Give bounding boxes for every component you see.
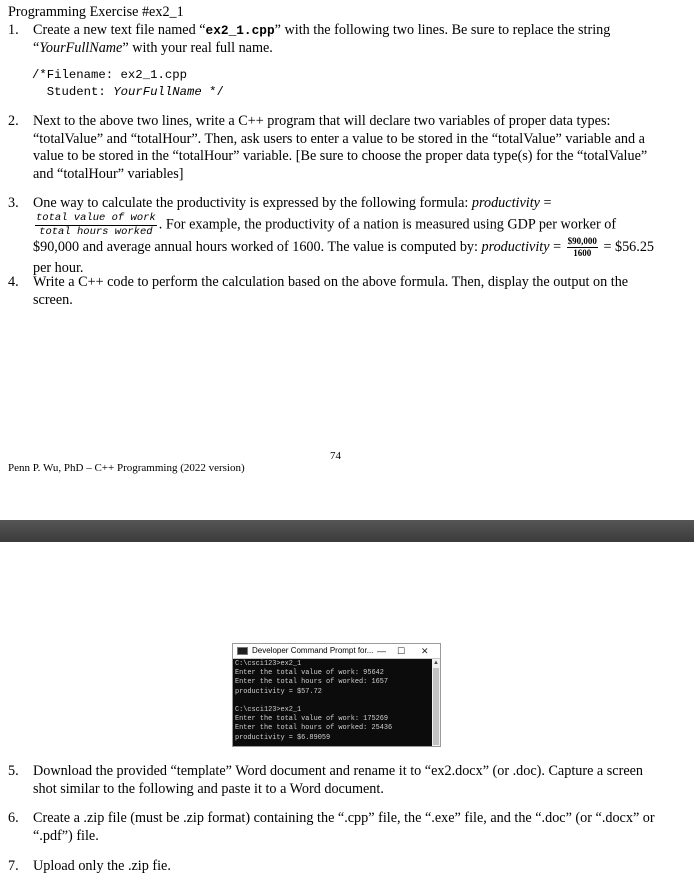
console-line: productivity = $6.89059 xyxy=(235,733,331,742)
page-separator xyxy=(0,520,694,542)
document-page-2 xyxy=(0,542,694,880)
maximize-icon: ☐ xyxy=(397,646,406,656)
code-line-2-name: YourFullName xyxy=(113,84,202,99)
console-line: Enter the total hours of worked: 1657 xyxy=(235,678,388,687)
productivity-fraction xyxy=(35,213,157,237)
item-number: 2. xyxy=(8,113,19,129)
item-number: 1. xyxy=(8,22,19,38)
text-segment: Create a new text file named “ xyxy=(33,22,206,38)
console-line: C:\csci123>ex2_1 xyxy=(235,660,302,668)
console-line: Enter the total hours of worked: 25436 xyxy=(235,724,393,733)
equals-sign: = xyxy=(539,195,552,211)
item-text xyxy=(33,22,658,57)
instruction-item-1 xyxy=(8,22,658,57)
console-line: Enter the total value of work: 95642 xyxy=(235,669,384,678)
item-text: Upload only the .zip fie. xyxy=(33,858,171,874)
formula-label: productivity xyxy=(481,239,550,255)
terminal-icon xyxy=(237,647,248,655)
item-text: Next to the above two lines, write a C++ program that will declare two variables of proper data types: “totalValue” and “totalHour”. Then, ask users to enter a value to be stored in the “totalValue” variable and a value to be stored in the “totalHour” variable. [Be sure to choose the proper data type(s) for the “totalValue” and “totalHour” variables] xyxy=(33,113,648,182)
text-segment: . xyxy=(158,216,163,233)
console-scrollbar xyxy=(432,659,440,746)
fraction-denominator: total hours worked xyxy=(39,225,153,238)
console-line: C:\csci123>ex2_1 xyxy=(235,706,302,715)
code-line-1: /*Filename: ex2_1.cpp xyxy=(32,68,187,82)
console-window-screenshot xyxy=(232,643,441,747)
console-titlebar xyxy=(233,644,440,659)
text-segment: For example, the productivity of a nation is measured using GDP per worker of $90,000 and average annual hours worked of 1600. The value is computed by: xyxy=(33,216,617,255)
console-line: productivity = $57.72 xyxy=(235,687,322,696)
instruction-item-3 xyxy=(8,193,658,278)
instruction-item-4 xyxy=(8,274,658,309)
instruction-item-7 xyxy=(8,858,658,876)
item-number: 5. xyxy=(8,763,19,779)
text-segment: = $56.25 per hour. xyxy=(33,239,655,277)
instruction-item-5 xyxy=(8,763,658,798)
fraction-denominator: 1600 xyxy=(573,248,592,259)
item-number: 4. xyxy=(8,274,19,290)
exercise-title: Programming Exercise #ex2_1 xyxy=(8,4,184,20)
console-title: Developer Command Prompt for... xyxy=(252,646,374,655)
scroll-up-icon: ▲ xyxy=(433,660,439,666)
page-footer: Penn P. Wu, PhD – C++ Programming (2022 version) xyxy=(8,462,245,474)
code-block xyxy=(32,67,224,100)
filename-text: ex2_1.cpp xyxy=(205,23,275,38)
console-output xyxy=(233,659,432,746)
placeholder-text: YourFullName xyxy=(39,39,123,56)
example-fraction xyxy=(567,237,598,258)
text-segment: ” with the following two lines. Be sure to replace the string “ xyxy=(33,22,611,56)
fraction-numerator: total value of work xyxy=(36,212,156,224)
close-icon: ✕ xyxy=(421,646,429,656)
text-segment: One way to calculate the productivity is expressed by the following formula: xyxy=(33,195,472,211)
minimize-icon: — xyxy=(377,646,386,656)
item-number: 3. xyxy=(8,195,19,211)
item-text: Create a .zip file (must be .zip format) containing the “.cpp” file, the “.exe” file, and the “.doc” (or “.docx” or “.pdf”) file. xyxy=(33,810,655,844)
console-line: Enter the total value of work: 175269 xyxy=(235,715,388,724)
page-number: 74 xyxy=(330,450,341,462)
item-text: Write a C++ code to perform the calculation based on the above formula. Then, display the output on the screen. xyxy=(33,274,629,308)
instruction-item-6 xyxy=(8,810,658,845)
instruction-item-2 xyxy=(8,113,658,183)
text-segment: ” with your real full name. xyxy=(122,39,273,56)
item-text: Download the provided “template” Word document and rename it to “ex2.docx” (or .doc). Capture a screen shot similar to the following and paste it to a Word document. xyxy=(33,763,644,797)
code-line-2-suffix: */ xyxy=(201,84,224,99)
equals-sign: = xyxy=(549,239,565,255)
scrollbar-thumb xyxy=(433,668,439,745)
fraction-numerator: $90,000 xyxy=(567,236,597,247)
item-number: 6. xyxy=(8,810,19,826)
formula-label: productivity xyxy=(471,195,540,211)
item-text xyxy=(33,193,658,278)
item-number: 7. xyxy=(8,858,19,874)
code-line-2-prefix: Student: xyxy=(32,84,114,99)
